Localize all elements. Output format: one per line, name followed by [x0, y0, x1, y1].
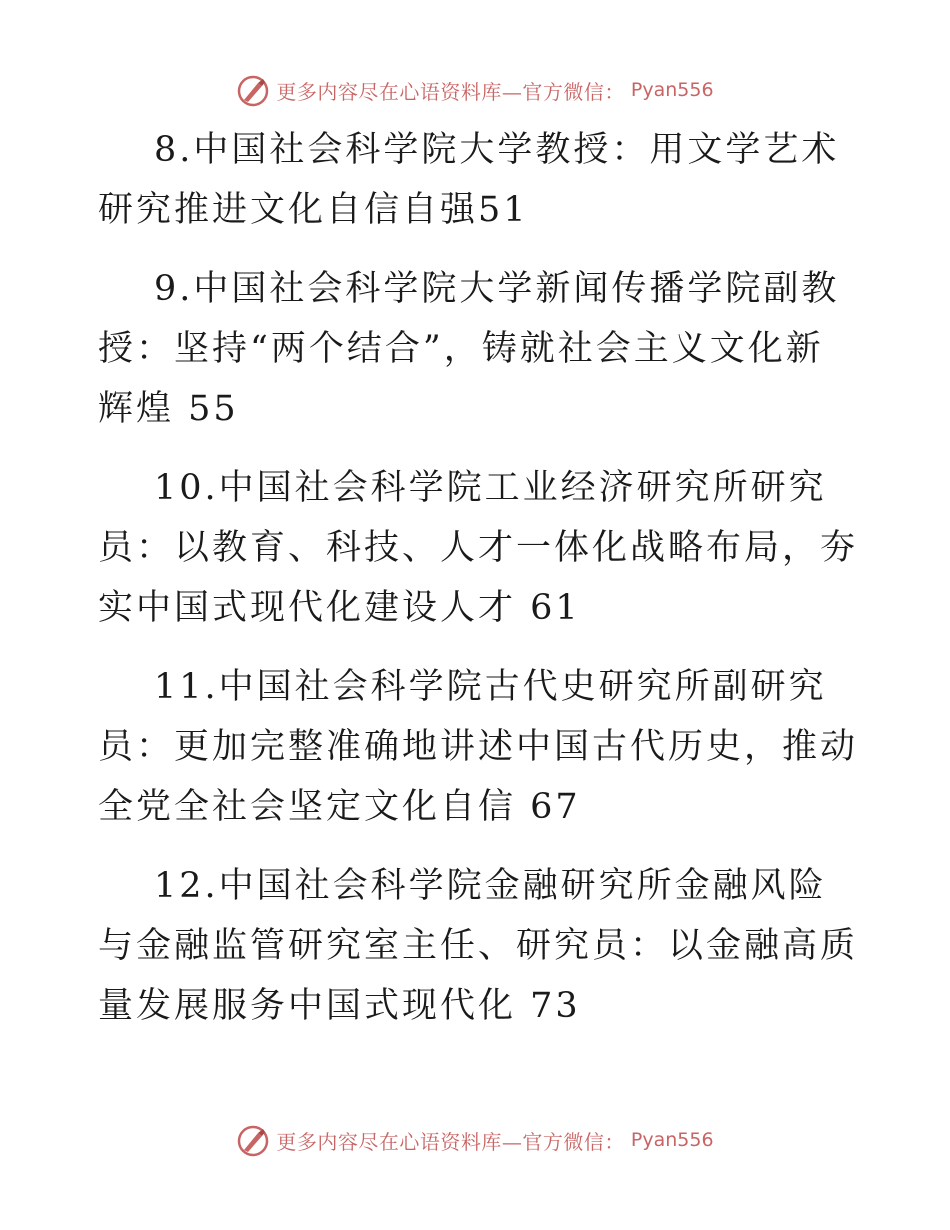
header-watermark — [0, 72, 950, 108]
toc-entry-8: 8.中国社会科学院大学教授：用文学艺术研究推进文化自信自强51 — [98, 130, 840, 230]
watermark-wechat-id: Pyan556 — [630, 1129, 714, 1151]
pen-logo-icon — [236, 74, 270, 108]
watermark-text: 更多内容尽在心语资料库—官方微信： — [276, 1129, 625, 1154]
watermark-wechat-id: Pyan556 — [630, 79, 714, 101]
toc-entry-10: 10.中国社会科学院工业经济研究所研究员：以教育、科技、人才一体化战略布局，夯实中国式现代化建设人才 61 — [98, 468, 859, 628]
toc-entry-11: 11.中国社会科学院古代史研究所副研究员：更加完整准确地讲述中国古代历史，推动全党全社会坚定文化自信 67 — [98, 667, 859, 827]
toc-entry-9: 9.中国社会科学院大学新闻传播学院副教授：坚持“两个结合”，铸就社会主义文化新辉煌 55 — [98, 269, 840, 429]
footer-watermark — [0, 1122, 950, 1158]
toc-list — [98, 120, 858, 1055]
watermark-text: 更多内容尽在心语资料库—官方微信： — [276, 79, 625, 104]
toc-entry-12: 12.中国社会科学院金融研究所金融风险与金融监管研究室主任、研究员：以金融高质量发展服务中国式现代化 73 — [98, 866, 859, 1026]
pen-logo-icon — [236, 1124, 270, 1158]
